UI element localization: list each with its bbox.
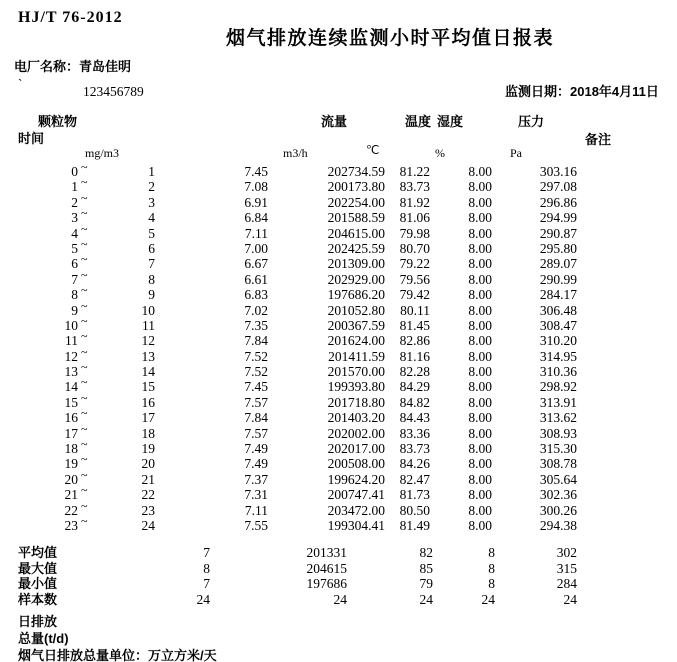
summary-label: 最小值 <box>18 576 58 592</box>
temperature-cell: 83.73 <box>399 179 430 195</box>
pressure-cell: 294.99 <box>539 210 577 226</box>
summary-flow-cell: 197686 <box>306 576 347 592</box>
tilde-separator: ~ <box>81 406 88 421</box>
pressure-cell: 306.48 <box>539 302 577 318</box>
humidity-cell: 8.00 <box>468 240 492 256</box>
pressure-cell: 298.92 <box>539 379 577 395</box>
flow-cell: 200508.00 <box>327 456 385 472</box>
tilde-separator: ~ <box>81 236 88 251</box>
summary-row <box>0 592 577 608</box>
hour-start-cell: 23 <box>64 517 78 533</box>
tilde-separator: ~ <box>81 421 88 436</box>
hour-end-cell: 8 <box>148 271 155 287</box>
pressure-cell: 310.36 <box>539 364 577 380</box>
humidity-cell: 8.00 <box>468 410 492 426</box>
particulates-cell: 7.35 <box>244 317 268 333</box>
flow-cell: 201403.20 <box>327 410 385 426</box>
flow-cell: 199393.80 <box>327 379 385 395</box>
hour-end-cell: 14 <box>141 364 155 380</box>
hour-start-cell: 2 <box>71 194 78 210</box>
monitor-date-label: 监测日期： <box>505 84 571 99</box>
hour-end-cell: 23 <box>141 502 155 518</box>
hour-start-cell: 3 <box>71 210 78 226</box>
pressure-cell: 295.80 <box>539 240 577 256</box>
tilde-separator: ~ <box>81 513 88 528</box>
summary-particulates-cell: 7 <box>203 545 210 560</box>
pressure-cell: 290.87 <box>539 225 577 241</box>
pressure-cell: 315.30 <box>539 441 577 457</box>
humidity-cell: 8.00 <box>468 302 492 318</box>
summary-temperature-cell: 85 <box>419 560 433 576</box>
tilde-separator: ~ <box>81 329 88 344</box>
humidity-cell: 8.00 <box>468 225 492 241</box>
summary-flow-cell: 204615 <box>306 560 347 576</box>
humidity-cell: 8.00 <box>468 471 492 487</box>
particulates-cell: 7.52 <box>244 364 268 380</box>
flow-cell: 201052.80 <box>327 302 385 318</box>
tilde-separator: ~ <box>81 298 88 313</box>
particulates-cell: 7.45 <box>244 379 268 395</box>
temperature-cell: 81.22 <box>399 164 430 179</box>
particulates-cell: 7.52 <box>244 348 268 364</box>
particulates-cell: 7.57 <box>244 425 268 441</box>
hour-end-cell: 4 <box>148 210 155 226</box>
hour-end-cell: 1 <box>148 164 155 179</box>
temperature-cell: 81.49 <box>399 517 430 533</box>
flow-cell: 202734.59 <box>327 164 385 179</box>
particulates-cell: 7.08 <box>244 179 268 195</box>
humidity-cell: 8.00 <box>468 271 492 287</box>
temperature-cell: 84.43 <box>399 410 430 426</box>
tilde-separator: ~ <box>81 360 88 375</box>
daily-emission-label-line2: 总量(t/d) <box>18 631 69 646</box>
plant-name-line <box>14 56 131 76</box>
humidity-cell: 8.00 <box>468 210 492 226</box>
hour-end-cell: 11 <box>142 317 155 333</box>
temperature-cell: 80.70 <box>399 240 430 256</box>
particulates-cell: 7.37 <box>244 471 268 487</box>
summary-row <box>0 561 577 577</box>
hour-start-cell: 17 <box>64 425 78 441</box>
hour-start-cell: 11 <box>65 333 78 349</box>
particulates-cell: 7.11 <box>244 502 268 518</box>
tilde-separator: ~ <box>81 283 88 298</box>
temperature-cell: 81.92 <box>399 194 430 210</box>
pressure-cell: 305.64 <box>539 471 577 487</box>
tilde-separator: ~ <box>81 390 88 405</box>
summary-pressure-cell: 315 <box>556 560 577 576</box>
report-title: 烟气排放连续监测小时平均值日报表 <box>225 28 554 49</box>
flow-cell: 201624.00 <box>327 333 385 349</box>
flow-cell: 204615.00 <box>327 225 385 241</box>
pressure-cell: 314.95 <box>539 348 577 364</box>
particulates-cell: 6.61 <box>244 271 268 287</box>
hour-start-cell: 15 <box>64 394 78 410</box>
summary-particulates-cell: 8 <box>203 560 210 576</box>
hour-end-cell: 20 <box>141 456 155 472</box>
hour-start-cell: 13 <box>64 364 78 380</box>
particulates-cell: 6.91 <box>244 194 268 210</box>
temperature-cell: 83.73 <box>399 441 430 457</box>
column-header-pressure: 压力 <box>518 114 545 129</box>
temperature-cell: 79.56 <box>399 271 430 287</box>
hourly-data-table <box>0 160 577 533</box>
unit-flow: m3/h <box>283 146 308 160</box>
temperature-cell: 84.82 <box>399 394 430 410</box>
pressure-cell: 308.47 <box>539 317 577 333</box>
tilde-separator: ~ <box>81 344 88 359</box>
hour-end-cell: 9 <box>148 287 155 303</box>
hour-start-cell: 14 <box>64 379 78 395</box>
flow-cell: 199624.20 <box>327 471 385 487</box>
unit-particulates: mg/m3 <box>85 146 120 160</box>
tilde-separator: ~ <box>81 206 88 221</box>
flow-cell: 201309.00 <box>327 256 385 272</box>
flow-cell: 202254.00 <box>327 194 385 210</box>
summary-temperature-cell: 79 <box>419 576 433 592</box>
humidity-cell: 8.00 <box>468 517 492 533</box>
column-header-remark: 备注 <box>585 132 612 147</box>
hour-start-cell: 4 <box>71 225 78 241</box>
summary-flow-cell: 24 <box>333 591 347 607</box>
hour-end-cell: 15 <box>141 379 155 395</box>
flow-cell: 200747.41 <box>327 487 385 503</box>
pressure-cell: 289.07 <box>539 256 577 272</box>
temperature-cell: 82.86 <box>399 333 430 349</box>
particulates-cell: 7.55 <box>244 517 268 533</box>
column-header-particulates: 颗粒物 <box>38 114 78 129</box>
column-header-humidity: 湿度 <box>437 114 464 129</box>
column-header-time: 时间 <box>18 131 45 146</box>
humidity-cell: 8.00 <box>468 256 492 272</box>
unit-humidity: % <box>435 146 445 160</box>
plant-name-value: 青岛佳明 <box>79 59 132 74</box>
humidity-cell: 8.00 <box>468 425 492 441</box>
pressure-cell: 294.38 <box>539 517 577 533</box>
column-header-flow: 流量 <box>321 114 348 129</box>
humidity-cell: 8.00 <box>468 164 492 179</box>
summary-flow-cell: 201331 <box>306 545 347 560</box>
summary-label: 最大值 <box>18 560 58 576</box>
hour-end-cell: 2 <box>148 179 155 195</box>
tilde-separator: ~ <box>81 267 88 282</box>
hour-end-cell: 17 <box>141 410 155 426</box>
footnote-unit-note: 烟气日排放总量单位：万立方米/天 <box>18 648 217 662</box>
hour-end-cell: 22 <box>141 487 155 503</box>
summary-pressure-cell: 24 <box>563 591 577 607</box>
temperature-cell: 79.98 <box>399 225 430 241</box>
temperature-cell: 81.45 <box>399 317 430 333</box>
summary-particulates-cell: 7 <box>203 576 210 592</box>
tilde-separator: ~ <box>81 467 88 482</box>
temperature-cell: 84.29 <box>399 379 430 395</box>
humidity-cell: 8.00 <box>468 502 492 518</box>
particulates-cell: 6.84 <box>244 210 268 226</box>
hour-end-cell: 7 <box>148 256 155 272</box>
humidity-cell: 8.00 <box>468 333 492 349</box>
hour-start-cell: 7 <box>71 271 78 287</box>
table-row <box>0 513 577 533</box>
humidity-cell: 8.00 <box>468 194 492 210</box>
temperature-cell: 79.42 <box>399 287 430 303</box>
summary-humidity-cell: 24 <box>481 591 495 607</box>
humidity-cell: 8.00 <box>468 487 492 503</box>
hour-start-cell: 8 <box>71 287 78 303</box>
humidity-cell: 8.00 <box>468 287 492 303</box>
summary-particulates-cell: 24 <box>196 591 210 607</box>
temperature-cell: 81.16 <box>399 348 430 364</box>
temperature-cell: 81.06 <box>399 210 430 226</box>
hour-start-cell: 16 <box>64 410 78 426</box>
pressure-cell: 300.26 <box>539 502 577 518</box>
temperature-cell: 82.28 <box>399 364 430 380</box>
particulates-cell: 7.49 <box>244 441 268 457</box>
tilde-separator: ~ <box>81 160 88 174</box>
flow-cell: 201411.59 <box>328 348 385 364</box>
hour-start-cell: 9 <box>71 302 78 318</box>
tilde-separator: ~ <box>81 175 88 190</box>
particulates-cell: 7.49 <box>244 456 268 472</box>
particulates-cell: 6.67 <box>244 256 268 272</box>
summary-pressure-cell: 302 <box>556 545 577 560</box>
hour-end-cell: 16 <box>141 394 155 410</box>
daily-emission-label-line1: 日排放 <box>18 614 58 629</box>
summary-humidity-cell: 8 <box>488 545 495 560</box>
flow-cell: 197686.20 <box>327 287 385 303</box>
pressure-cell: 310.20 <box>539 333 577 349</box>
summary-humidity-cell: 8 <box>488 576 495 592</box>
particulates-cell: 7.57 <box>244 394 268 410</box>
pressure-cell: 284.17 <box>539 287 577 303</box>
standard-code: HJ/T 76-2012 <box>18 9 123 26</box>
particulates-cell: 7.02 <box>244 302 268 318</box>
hour-end-cell: 18 <box>141 425 155 441</box>
temperature-cell: 79.22 <box>399 256 430 272</box>
flow-cell: 200367.59 <box>327 317 385 333</box>
tilde-separator: ~ <box>81 452 88 467</box>
hour-end-cell: 13 <box>141 348 155 364</box>
pressure-cell: 308.93 <box>539 425 577 441</box>
hour-end-cell: 12 <box>141 333 155 349</box>
flow-cell: 202425.59 <box>327 240 385 256</box>
flow-cell: 201718.80 <box>327 394 385 410</box>
flow-cell: 201588.59 <box>327 210 385 226</box>
hour-start-cell: 18 <box>64 441 78 457</box>
particulates-cell: 7.45 <box>244 164 268 179</box>
summary-humidity-cell: 8 <box>488 560 495 576</box>
summary-temperature-cell: 82 <box>419 545 433 560</box>
hour-start-cell: 19 <box>64 456 78 472</box>
pressure-cell: 302.36 <box>539 487 577 503</box>
particulates-cell: 7.84 <box>244 410 268 426</box>
monitor-date-line <box>505 81 659 101</box>
pressure-cell: 313.62 <box>539 410 577 426</box>
temperature-cell: 80.50 <box>399 502 430 518</box>
tilde-separator: ~ <box>81 375 88 390</box>
hour-end-cell: 10 <box>141 302 155 318</box>
serial-number: 123456789 <box>83 84 144 99</box>
summary-label: 样本数 <box>18 591 58 607</box>
humidity-cell: 8.00 <box>468 348 492 364</box>
flow-cell: 202017.00 <box>327 441 385 457</box>
pressure-cell: 290.99 <box>539 271 577 287</box>
summary-temperature-cell: 24 <box>419 591 433 607</box>
tilde-separator: ~ <box>81 190 88 205</box>
hour-end-cell: 21 <box>141 471 155 487</box>
particulates-cell: 7.00 <box>244 240 268 256</box>
hour-start-cell: 21 <box>64 487 78 503</box>
flow-cell: 203472.00 <box>327 502 385 518</box>
unit-pressure: Pa <box>510 146 522 160</box>
flow-cell: 202929.00 <box>327 271 385 287</box>
hour-end-cell: 24 <box>141 517 155 533</box>
summary-row <box>0 576 577 592</box>
hour-end-cell: 5 <box>148 225 155 241</box>
hour-end-cell: 3 <box>148 194 155 210</box>
tilde-separator: ~ <box>81 437 88 452</box>
hour-end-cell: 6 <box>148 240 155 256</box>
monitor-date-value: 2018年4月11日 <box>570 84 659 99</box>
hour-start-cell: 1 <box>71 179 78 195</box>
temperature-cell: 81.73 <box>399 487 430 503</box>
summary-table <box>0 545 577 607</box>
particulates-cell: 7.11 <box>244 225 268 241</box>
hour-start-cell: 0 <box>71 164 78 179</box>
hour-start-cell: 5 <box>71 240 78 256</box>
humidity-cell: 8.00 <box>468 456 492 472</box>
flow-cell: 202002.00 <box>327 425 385 441</box>
temperature-cell: 84.26 <box>399 456 430 472</box>
summary-pressure-cell: 284 <box>556 576 577 592</box>
flow-cell: 199304.41 <box>327 517 385 533</box>
temperature-cell: 80.11 <box>400 302 430 318</box>
tilde-separator: ~ <box>81 498 88 513</box>
humidity-cell: 8.00 <box>468 394 492 410</box>
hour-start-cell: 12 <box>64 348 78 364</box>
pressure-cell: 296.86 <box>539 194 577 210</box>
tilde-separator: ~ <box>81 313 88 328</box>
particulates-cell: 6.83 <box>244 287 268 303</box>
hour-start-cell: 22 <box>64 502 78 518</box>
particulates-cell: 7.31 <box>244 487 268 503</box>
humidity-cell: 8.00 <box>468 317 492 333</box>
humidity-cell: 8.00 <box>468 379 492 395</box>
pressure-cell: 297.08 <box>539 179 577 195</box>
summary-row <box>0 545 577 561</box>
pressure-cell: 308.78 <box>539 456 577 472</box>
tilde-separator: ~ <box>81 221 88 236</box>
hour-start-cell: 20 <box>64 471 78 487</box>
humidity-cell: 8.00 <box>468 179 492 195</box>
unit-temperature: ℃ <box>366 143 380 157</box>
humidity-cell: 8.00 <box>468 441 492 457</box>
tilde-separator: ~ <box>81 483 88 498</box>
tilde-separator: ~ <box>81 252 88 267</box>
pressure-cell: 313.91 <box>539 394 577 410</box>
humidity-cell: 8.00 <box>468 364 492 380</box>
stray-mark: ` <box>18 76 23 91</box>
plant-name-label: 电厂名称： <box>14 59 80 74</box>
hour-start-cell: 6 <box>71 256 78 272</box>
flow-cell: 201570.00 <box>327 364 385 380</box>
hour-start-cell: 10 <box>64 317 78 333</box>
column-header-temperature: 温度 <box>405 114 432 129</box>
hour-end-cell: 19 <box>141 441 155 457</box>
temperature-cell: 82.47 <box>399 471 430 487</box>
flow-cell: 200173.80 <box>327 179 385 195</box>
summary-label: 平均值 <box>18 545 58 560</box>
particulates-cell: 7.84 <box>244 333 268 349</box>
temperature-cell: 83.36 <box>399 425 430 441</box>
pressure-cell: 303.16 <box>539 164 577 179</box>
